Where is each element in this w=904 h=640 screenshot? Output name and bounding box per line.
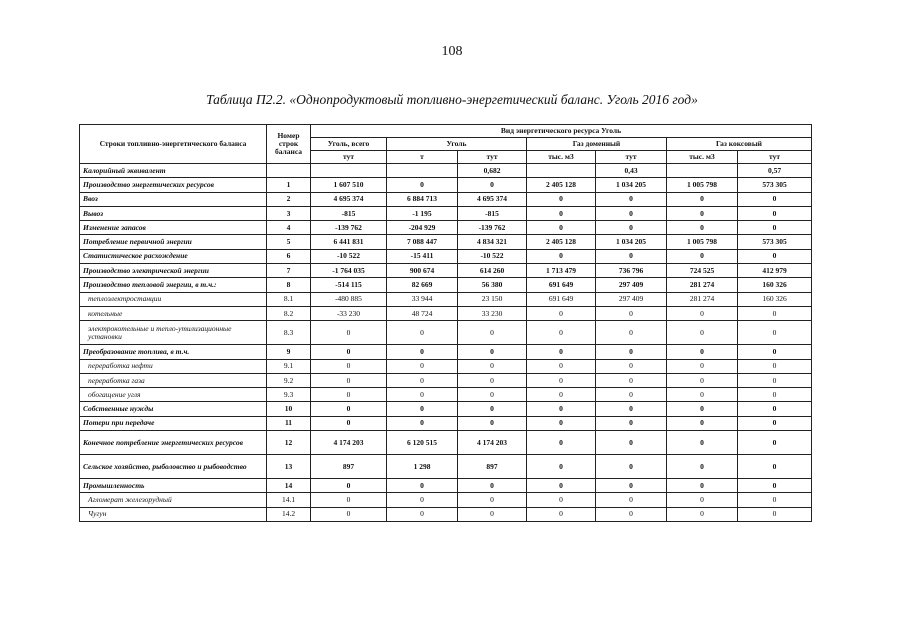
- row-label: Промышленность: [80, 479, 267, 493]
- table-cell: 0: [387, 416, 458, 430]
- table-cell: -15 411: [387, 249, 458, 263]
- row-label: Собственные нужды: [80, 402, 267, 416]
- table-cell: 0: [738, 431, 812, 455]
- table-cell: -10 522: [458, 249, 527, 263]
- table-cell: 0: [596, 321, 667, 345]
- row-number: 14: [267, 479, 311, 493]
- table-cell: 897: [311, 455, 387, 479]
- header-blast-gas: Газ доменный: [527, 138, 667, 151]
- table-cell: 0: [458, 345, 527, 359]
- table-cell: -139 762: [311, 221, 387, 235]
- table-cell: 281 274: [667, 292, 738, 306]
- table-cell: 0: [387, 359, 458, 373]
- row-number: 6: [267, 249, 311, 263]
- row-label: Сельское хозяйство, рыболовство и рыбоводство: [80, 455, 267, 479]
- table-cell: 0: [527, 493, 596, 507]
- table-cell: 0: [458, 507, 527, 521]
- table-cell: 0: [458, 359, 527, 373]
- header-unit: тут: [458, 151, 527, 164]
- row-number: 9.1: [267, 359, 311, 373]
- table-cell: 0: [738, 455, 812, 479]
- table-cell: 0: [387, 507, 458, 521]
- table-cell: 0: [458, 321, 527, 345]
- table-cell: 0: [667, 206, 738, 220]
- table-cell: 900 674: [387, 264, 458, 278]
- table-cell: 1 034 205: [596, 178, 667, 192]
- table-cell: 0: [738, 373, 812, 387]
- table-cell: 0: [527, 306, 596, 320]
- table-cell: 0: [311, 402, 387, 416]
- table-cell: 0: [596, 431, 667, 455]
- row-label: Преобразование топлива, в т.ч.: [80, 345, 267, 359]
- table-cell: 48 724: [387, 306, 458, 320]
- table-cell: 0: [387, 402, 458, 416]
- table-cell: 0: [738, 493, 812, 507]
- table-cell: 4 174 203: [311, 431, 387, 455]
- table-cell: 0: [596, 192, 667, 206]
- row-label: Чугун: [80, 507, 267, 521]
- table-cell: 2 405 128: [527, 235, 596, 249]
- header-resource-label: Вид энергетического ресурса Уголь: [311, 125, 812, 138]
- table-cell: 0: [738, 359, 812, 373]
- table-cell: -139 762: [458, 221, 527, 235]
- table-cell: 0: [667, 455, 738, 479]
- table-cell: 573 305: [738, 235, 812, 249]
- row-number: 1: [267, 178, 311, 192]
- table-cell: 0: [311, 359, 387, 373]
- row-number: 14.1: [267, 493, 311, 507]
- row-label: Производство энергетических ресурсов: [80, 178, 267, 192]
- table-cell: 4 695 374: [311, 192, 387, 206]
- table-cell: 0,57: [738, 164, 812, 178]
- table-cell: 573 305: [738, 178, 812, 192]
- table-cell: 0: [738, 345, 812, 359]
- table-cell: [667, 164, 738, 178]
- balance-table: [79, 124, 812, 522]
- row-label: Потери при передаче: [80, 416, 267, 430]
- header-coal-total: Уголь, всего: [311, 138, 387, 151]
- table-cell: 4 695 374: [458, 192, 527, 206]
- table-row: [80, 359, 812, 373]
- header-unit: тыс. м3: [667, 151, 738, 164]
- table-cell: 6 120 515: [387, 431, 458, 455]
- row-label: Статистическое расхождение: [80, 249, 267, 263]
- table-cell: 0: [667, 431, 738, 455]
- table-row: [80, 388, 812, 402]
- table-cell: -204 929: [387, 221, 458, 235]
- row-number: 5: [267, 235, 311, 249]
- table-cell: 0: [458, 479, 527, 493]
- table-cell: 0: [387, 479, 458, 493]
- table-cell: 281 274: [667, 278, 738, 292]
- table-cell: 0: [527, 455, 596, 479]
- table-cell: 1 005 798: [667, 178, 738, 192]
- table-cell: 33 944: [387, 292, 458, 306]
- table-row: [80, 264, 812, 278]
- row-label: Конечное потребление энергетических ресурсов: [80, 431, 267, 455]
- table-cell: 0: [527, 507, 596, 521]
- table-row: [80, 278, 812, 292]
- table-cell: 7 088 447: [387, 235, 458, 249]
- table-cell: 0: [458, 402, 527, 416]
- table-cell: 1 034 205: [596, 235, 667, 249]
- table-row: [80, 431, 812, 455]
- row-label: Вывоз: [80, 206, 267, 220]
- table-cell: 23 150: [458, 292, 527, 306]
- table-cell: 6 884 713: [387, 192, 458, 206]
- header-unit: тут: [596, 151, 667, 164]
- row-number: 8: [267, 278, 311, 292]
- table-cell: 0: [596, 345, 667, 359]
- row-number: 14.2: [267, 507, 311, 521]
- header-coke-gas: Газ коксовый: [667, 138, 812, 151]
- row-number: 4: [267, 221, 311, 235]
- table-cell: 0: [596, 249, 667, 263]
- table-cell: 0: [387, 388, 458, 402]
- header-coal: Уголь: [387, 138, 527, 151]
- table-row: [80, 479, 812, 493]
- table-cell: 0: [667, 221, 738, 235]
- table-cell: 297 409: [596, 278, 667, 292]
- row-number: [267, 164, 311, 178]
- table-cell: 0: [738, 306, 812, 320]
- table-cell: 0: [527, 479, 596, 493]
- table-cell: 2 405 128: [527, 178, 596, 192]
- table-cell: 297 409: [596, 292, 667, 306]
- table-cell: -480 885: [311, 292, 387, 306]
- table-cell: 0,682: [458, 164, 527, 178]
- table-cell: 0: [458, 416, 527, 430]
- table-cell: 0: [311, 507, 387, 521]
- table-cell: 0: [667, 373, 738, 387]
- row-label: переработка газа: [80, 373, 267, 387]
- table-cell: 1 298: [387, 455, 458, 479]
- table-row: [80, 192, 812, 206]
- table-cell: 1 713 479: [527, 264, 596, 278]
- table-cell: 0: [596, 493, 667, 507]
- table-cell: 0: [527, 416, 596, 430]
- table-cell: 736 796: [596, 264, 667, 278]
- table-title: Таблица П2.2. «Однопродуктовый топливно-энергетический баланс. Уголь 2016 год»: [206, 92, 698, 107]
- table-cell: 0: [311, 493, 387, 507]
- table-cell: 0: [311, 479, 387, 493]
- table-cell: 0: [596, 306, 667, 320]
- table-cell: 0: [667, 192, 738, 206]
- table-cell: [387, 164, 458, 178]
- table-cell: -815: [311, 206, 387, 220]
- table-cell: -1 764 035: [311, 264, 387, 278]
- table-cell: 1 607 510: [311, 178, 387, 192]
- table-row: [80, 178, 812, 192]
- header-rows-label: Строки топливно-энергетического баланса: [80, 125, 267, 164]
- table-cell: 412 979: [738, 264, 812, 278]
- row-number: 8.2: [267, 306, 311, 320]
- row-number: 12: [267, 431, 311, 455]
- table-cell: 0: [667, 402, 738, 416]
- table-cell: 0: [527, 402, 596, 416]
- table-row: [80, 235, 812, 249]
- row-number: 9: [267, 345, 311, 359]
- table-cell: 0: [667, 493, 738, 507]
- table-cell: 0: [311, 321, 387, 345]
- table-cell: 0: [387, 321, 458, 345]
- table-row: [80, 221, 812, 235]
- table-row: [80, 249, 812, 263]
- table-cell: 0: [387, 493, 458, 507]
- table-cell: 0: [667, 416, 738, 430]
- table-cell: 0: [667, 479, 738, 493]
- table-cell: 0: [387, 345, 458, 359]
- row-label: Калорийный эквивалент: [80, 164, 267, 178]
- row-number: 11: [267, 416, 311, 430]
- row-label: Изменение запасов: [80, 221, 267, 235]
- table-cell: 0: [458, 178, 527, 192]
- table-cell: 0: [527, 192, 596, 206]
- header-unit: тут: [738, 151, 812, 164]
- table-cell: 0: [667, 359, 738, 373]
- table-cell: 0: [527, 249, 596, 263]
- table-cell: 0: [387, 178, 458, 192]
- table-cell: 0: [738, 192, 812, 206]
- table-cell: -1 195: [387, 206, 458, 220]
- row-label: теплоэлектростанции: [80, 292, 267, 306]
- table-cell: 160 326: [738, 292, 812, 306]
- table-cell: 0: [667, 249, 738, 263]
- table-cell: 0: [527, 373, 596, 387]
- table-row: [80, 507, 812, 521]
- table-cell: 0: [527, 321, 596, 345]
- table-cell: 82 669: [387, 278, 458, 292]
- table-row: [80, 345, 812, 359]
- row-label: Производство тепловой энергии, в т.ч.:: [80, 278, 267, 292]
- table-row: [80, 164, 812, 178]
- table-cell: 0: [596, 416, 667, 430]
- table-cell: 0: [596, 507, 667, 521]
- row-label: Потребление первичной энергии: [80, 235, 267, 249]
- header-unit: т: [387, 151, 458, 164]
- table-row: [80, 373, 812, 387]
- table-cell: 0: [738, 206, 812, 220]
- table-cell: 0: [738, 249, 812, 263]
- row-label: Производство электрической энергии: [80, 264, 267, 278]
- table-row: [80, 493, 812, 507]
- row-number: 8.3: [267, 321, 311, 345]
- table-cell: 0: [667, 507, 738, 521]
- table-cell: 0: [667, 306, 738, 320]
- header-unit: тут: [311, 151, 387, 164]
- table-cell: 0: [527, 221, 596, 235]
- row-number: 3: [267, 206, 311, 220]
- table-cell: 1 005 798: [667, 235, 738, 249]
- table-cell: -514 115: [311, 278, 387, 292]
- table-cell: 33 230: [458, 306, 527, 320]
- table-cell: 0: [458, 373, 527, 387]
- table-row: [80, 416, 812, 430]
- table-cell: 614 260: [458, 264, 527, 278]
- table-cell: 0: [738, 321, 812, 345]
- table-cell: 160 326: [738, 278, 812, 292]
- table-cell: 0: [738, 479, 812, 493]
- table-cell: 691 649: [527, 278, 596, 292]
- row-label: Ввоз: [80, 192, 267, 206]
- row-number: 8.1: [267, 292, 311, 306]
- table-cell: 0: [667, 345, 738, 359]
- table-cell: -815: [458, 206, 527, 220]
- row-number: 13: [267, 455, 311, 479]
- row-label: обогащение угля: [80, 388, 267, 402]
- row-number: 2: [267, 192, 311, 206]
- row-number: 9.3: [267, 388, 311, 402]
- table-cell: 0: [311, 345, 387, 359]
- table-cell: 0: [527, 359, 596, 373]
- table-cell: 691 649: [527, 292, 596, 306]
- table-cell: 724 525: [667, 264, 738, 278]
- header-unit: тыс. м3: [527, 151, 596, 164]
- table-cell: 0: [527, 388, 596, 402]
- table-cell: 0: [596, 221, 667, 235]
- table-cell: 4 174 203: [458, 431, 527, 455]
- table-cell: 0: [596, 455, 667, 479]
- table-cell: 0: [596, 479, 667, 493]
- table-cell: -10 522: [311, 249, 387, 263]
- table-cell: 0: [738, 507, 812, 521]
- page-number: 108: [441, 44, 463, 59]
- table-cell: 0: [738, 388, 812, 402]
- table-cell: 0: [596, 402, 667, 416]
- table-row: [80, 292, 812, 306]
- table-cell: 0: [527, 206, 596, 220]
- table-cell: 0: [667, 321, 738, 345]
- table-cell: 56 380: [458, 278, 527, 292]
- table-cell: 0: [596, 388, 667, 402]
- table-cell: 0: [738, 221, 812, 235]
- row-label: переработка нефти: [80, 359, 267, 373]
- table-cell: 0: [596, 359, 667, 373]
- table-cell: 0: [596, 373, 667, 387]
- table-cell: 0: [738, 416, 812, 430]
- table-cell: 0,43: [596, 164, 667, 178]
- table-cell: [527, 164, 596, 178]
- table-row: [80, 321, 812, 345]
- table-cell: 4 834 321: [458, 235, 527, 249]
- table-row: [80, 402, 812, 416]
- table-row: [80, 455, 812, 479]
- table-cell: 0: [311, 388, 387, 402]
- row-number: 7: [267, 264, 311, 278]
- table-cell: 0: [311, 373, 387, 387]
- table-cell: 0: [667, 388, 738, 402]
- row-label: Агломерат железорудный: [80, 493, 267, 507]
- table-cell: 0: [596, 206, 667, 220]
- table-cell: 0: [738, 402, 812, 416]
- table-cell: 0: [458, 388, 527, 402]
- table-cell: 0: [311, 416, 387, 430]
- row-number: 9.2: [267, 373, 311, 387]
- table-cell: [311, 164, 387, 178]
- table-row: [80, 306, 812, 320]
- table-cell: 897: [458, 455, 527, 479]
- table-cell: 6 441 831: [311, 235, 387, 249]
- table-cell: 0: [458, 493, 527, 507]
- table-cell: 0: [527, 431, 596, 455]
- row-number: 10: [267, 402, 311, 416]
- table-row: [80, 206, 812, 220]
- table-cell: -33 230: [311, 306, 387, 320]
- table-cell: 0: [387, 373, 458, 387]
- row-label: электрокотельные и тепло-утилизационные установки: [80, 321, 267, 345]
- row-label: котельные: [80, 306, 267, 320]
- header-number-label: Номер строк баланса: [267, 125, 311, 164]
- table-cell: 0: [527, 345, 596, 359]
